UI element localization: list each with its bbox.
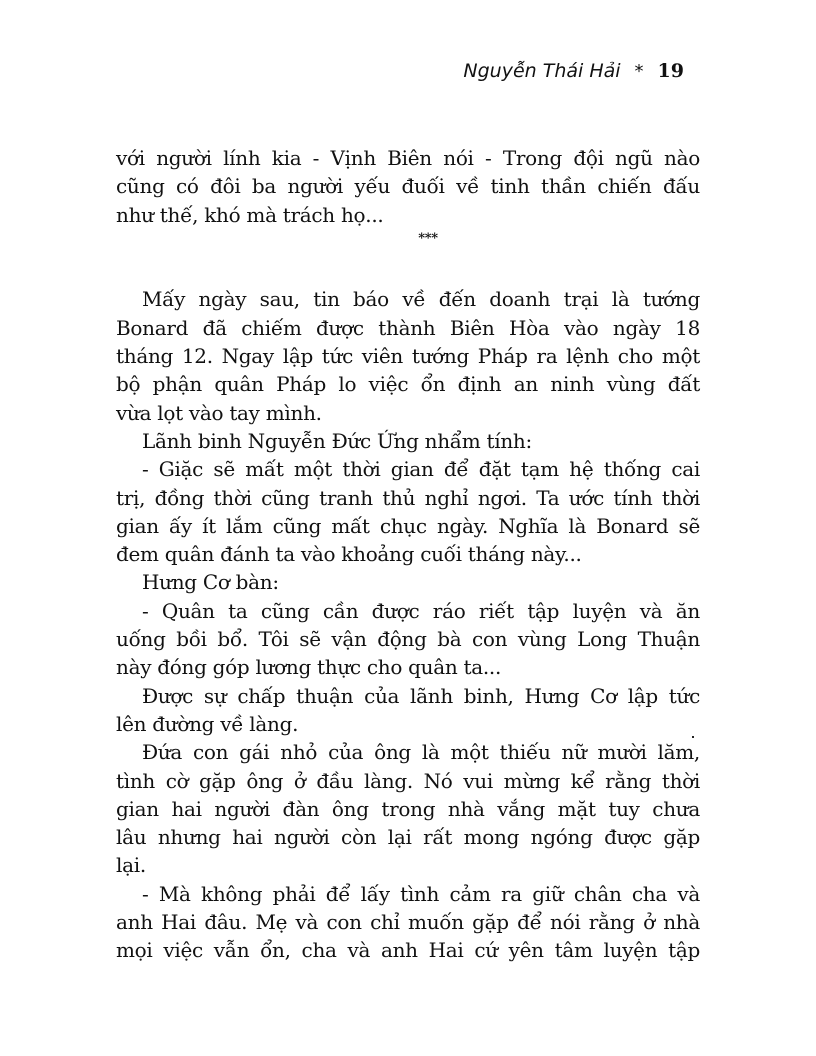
page-number: 19 bbox=[657, 60, 684, 82]
text-line: tháng 12. Ngay lập tức viên tướng Pháp ra lệnh cho một bbox=[116, 344, 700, 369]
page-body-text bbox=[116, 144, 700, 965]
text-line: như thế, khó mà trách họ... bbox=[116, 202, 384, 227]
text-line: anh Hai đâu. Mẹ và con chỉ muốn gặp để nói rằng ở nhà bbox=[116, 910, 700, 935]
text-line: - Quân ta cũng cần được ráo riết tập luyện và ăn bbox=[142, 598, 700, 623]
text-line: cũng có đôi ba người yếu đuối về tinh thần chiến đấu bbox=[116, 174, 700, 199]
text-line: gian hai người đàn ông trong nhà vắng mặt tuy chưa bbox=[116, 796, 700, 821]
scan-speck bbox=[692, 736, 694, 738]
text-line: lên đường về làng. bbox=[116, 711, 299, 736]
blank-line bbox=[116, 257, 700, 285]
section-break: *** bbox=[418, 230, 438, 246]
text-line: với người lính kia - Vịnh Biên nói - Trong đội ngũ nào bbox=[116, 146, 700, 170]
text-line: đem quân đánh ta vào khoảng cuối tháng này... bbox=[116, 542, 582, 567]
text-line: bộ phận quân Pháp lo việc ổn định an ninh vùng đất bbox=[116, 372, 700, 397]
text-line: Được sự chấp thuận của lãnh binh, Hưng Cơ lập tức bbox=[142, 683, 700, 708]
text-line: tình cờ gặp ông ở đầu làng. Nó vui mừng kể rằng thời bbox=[116, 768, 700, 793]
header-author: Nguyễn Thái Hải bbox=[463, 60, 621, 82]
text-line: gian ấy ít lắm cũng mất chục ngày. Nghĩa là Bonard sẽ bbox=[116, 513, 700, 538]
text-line: Mấy ngày sau, tin báo về đến doanh trại là tướng bbox=[142, 287, 700, 312]
text-line: mọi việc vẫn ổn, cha và anh Hai cứ yên tâm luyện tập bbox=[116, 938, 700, 963]
running-header bbox=[463, 60, 684, 82]
text-line: Bonard đã chiếm được thành Biên Hòa vào ngày 18 bbox=[116, 315, 700, 340]
header-separator: * bbox=[634, 60, 644, 82]
text-line: lâu nhưng hai người còn lại rất mong ngóng được gặp bbox=[116, 825, 700, 850]
text-line: uống bồi bổ. Tôi sẽ vận động bà con vùng Long Thuận bbox=[116, 627, 700, 652]
text-line: vừa lọt vào tay mình. bbox=[116, 400, 322, 425]
text-line: lại. bbox=[116, 853, 146, 878]
text-line: - Giặc sẽ mất một thời gian để đặt tạm hệ thống cai bbox=[142, 457, 700, 482]
text-line: trị, đồng thời cũng tranh thủ nghỉ ngơi. Ta ước tính thời bbox=[116, 485, 700, 510]
text-line: - Mà không phải để lấy tình cảm ra giữ chân cha và bbox=[142, 881, 700, 906]
text-line: này đóng góp lương thực cho quân ta... bbox=[116, 655, 502, 680]
text-line: Đứa con gái nhỏ của ông là một thiếu nữ mười lăm, bbox=[142, 740, 700, 765]
text-line: Hưng Cơ bàn: bbox=[142, 570, 279, 595]
text-line: Lãnh binh Nguyễn Đức Ứng nhẩm tính: bbox=[142, 428, 532, 453]
